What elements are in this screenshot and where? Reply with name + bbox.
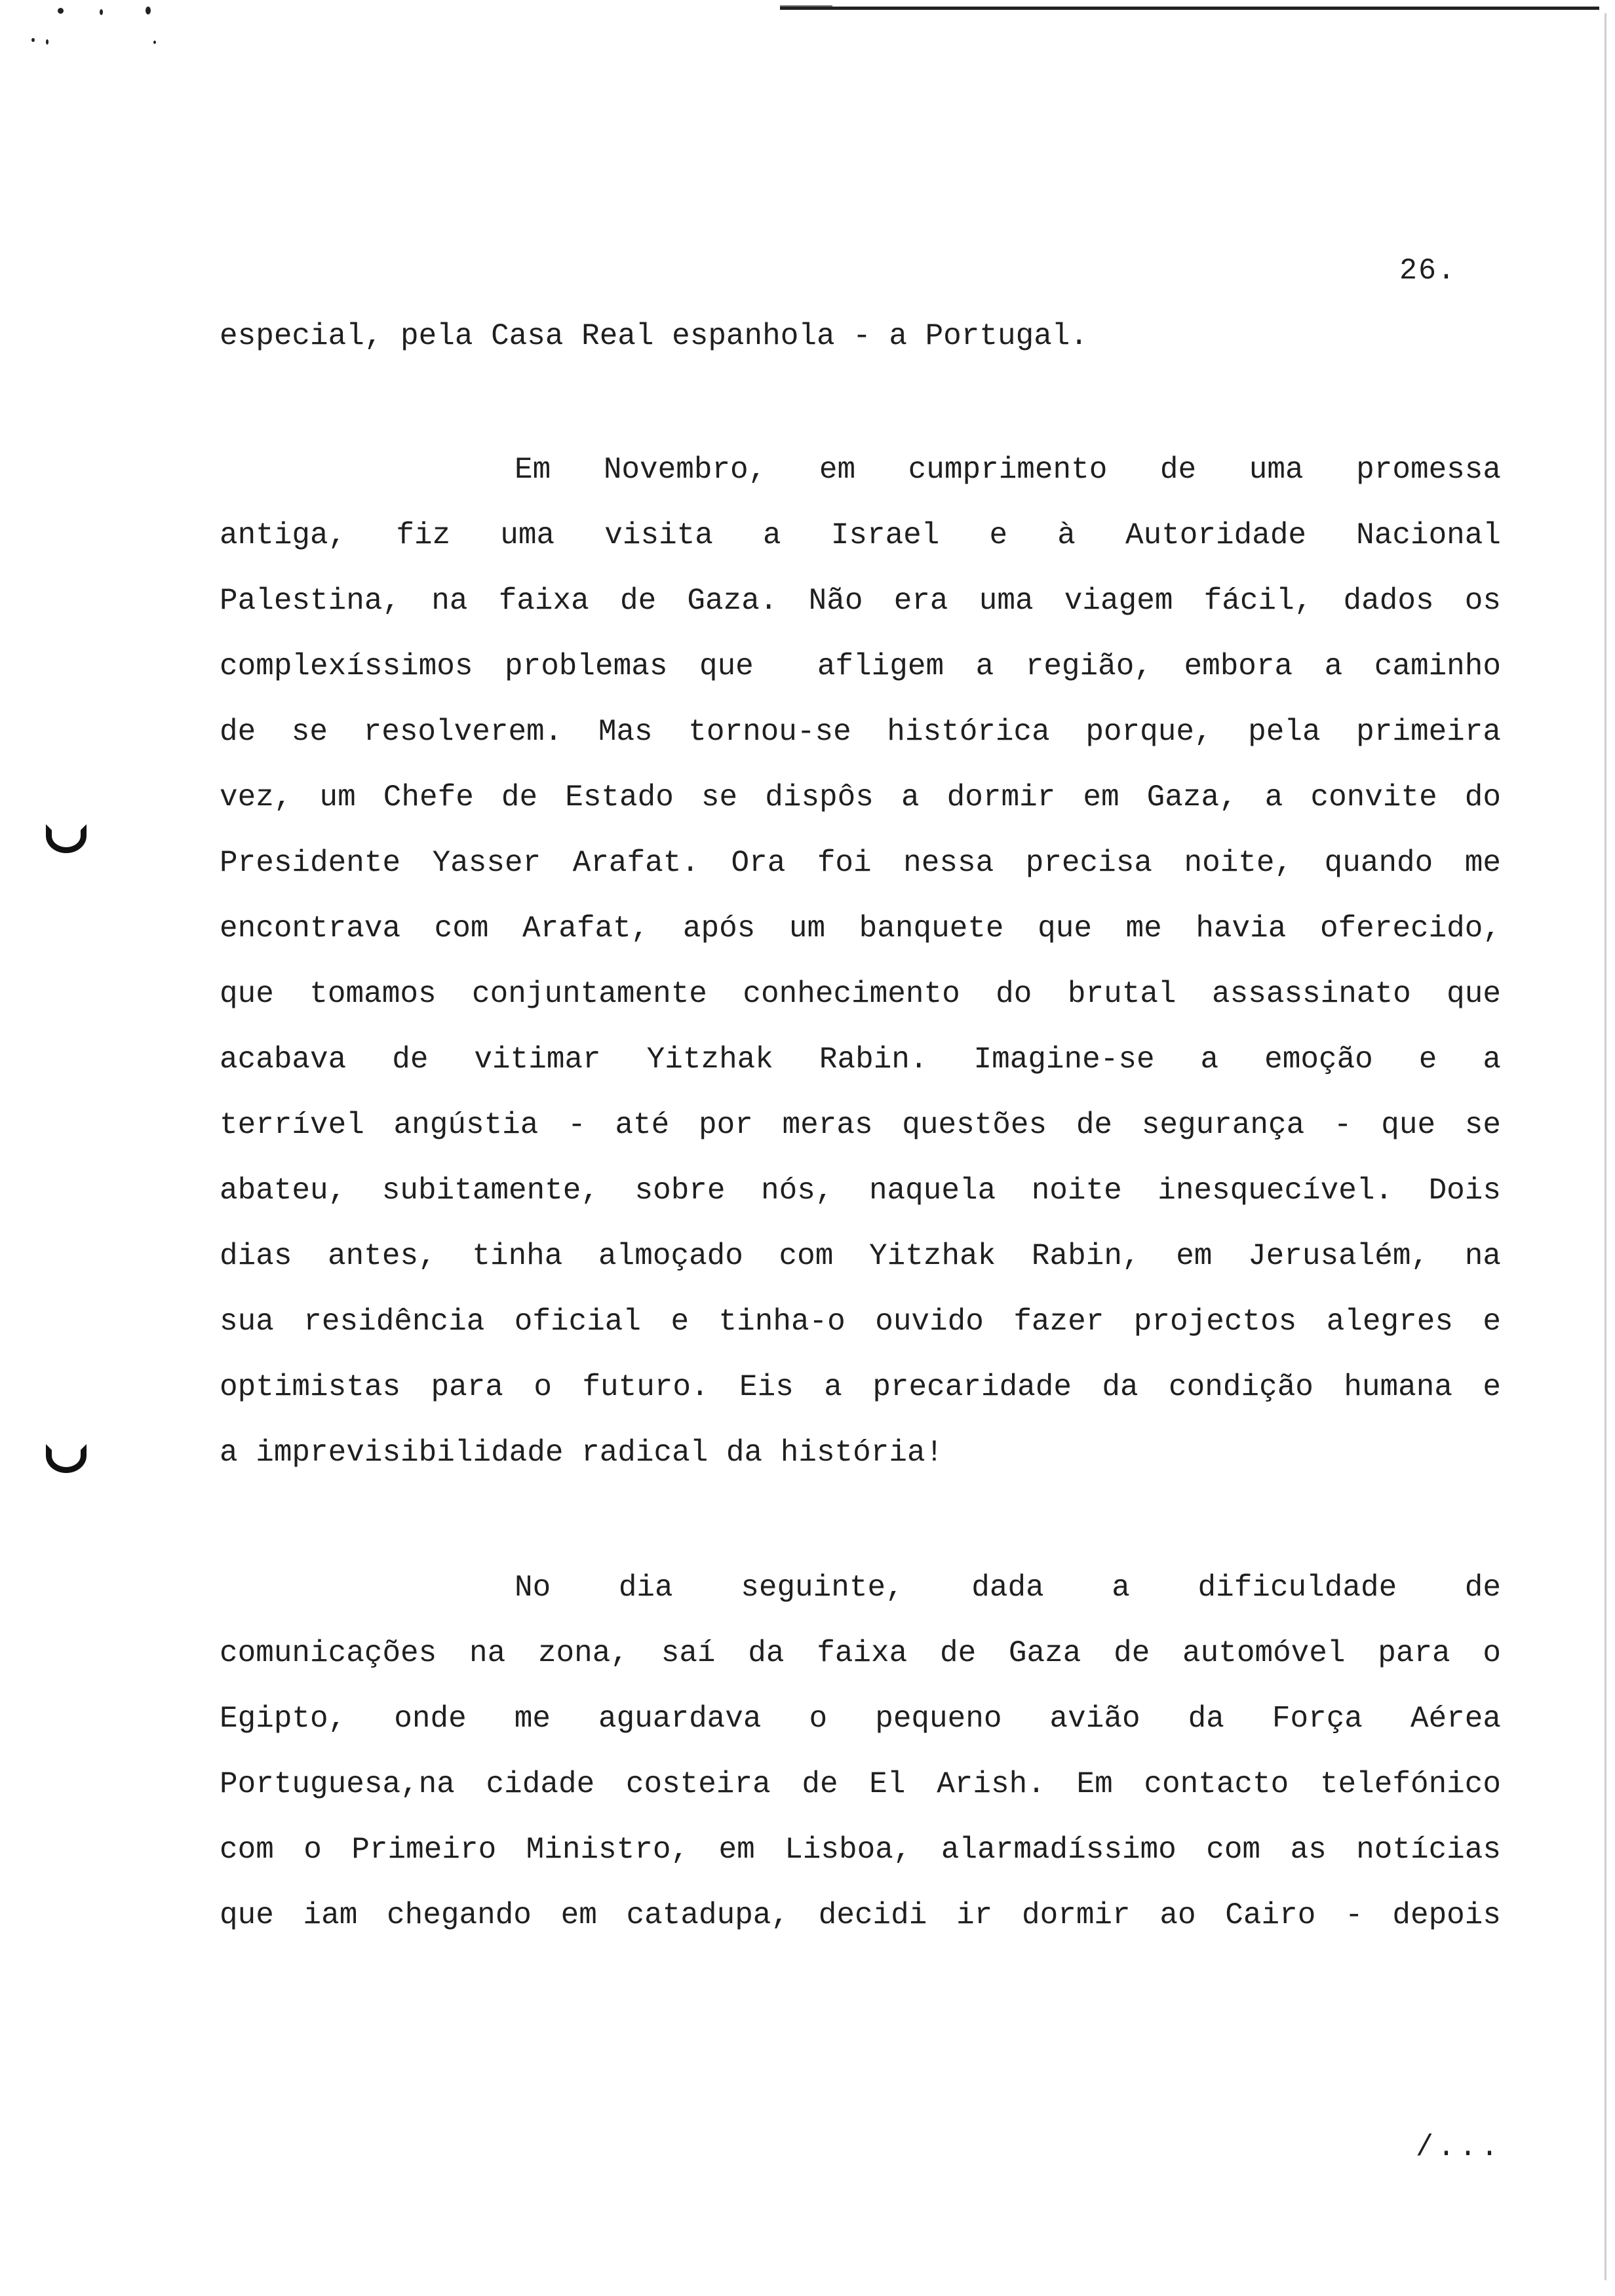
text-line: a imprevisibilidade radical da história! (220, 1436, 944, 1470)
text-line: No dia seguinte, dada a dificuldade de (515, 1571, 1501, 1605)
text-line: especial, pela Casa Real espanhola - a Portugal. (220, 319, 1089, 353)
text-line: vez, um Chefe de Estado se dispôs a dormir em Gaza, a convite do (220, 780, 1501, 814)
text-line: abateu, subitamente, sobre nós, naquela noite inesquecível. Dois (220, 1174, 1501, 1208)
page-number: 26. (1399, 254, 1457, 288)
punch-hole-lower (46, 1444, 87, 1473)
text-line: sua residência oficial e tinha-o ouvido fazer projectos alegres e (220, 1305, 1501, 1339)
text-line: Egipto, onde me aguardava o pequeno avião da Força Aérea (220, 1702, 1501, 1736)
text-line: dias antes, tinha almoçado com Yitzhak Rabin, em Jerusalém, na (220, 1239, 1501, 1273)
scan-right-edge (1605, 13, 1606, 2280)
text-line: antiga, fiz uma visita a Israel e à Autoridade Nacional (220, 518, 1501, 552)
text-line: com o Primeiro Ministro, em Lisboa, alarmadíssimo com as notícias (220, 1833, 1501, 1867)
text-line: que tomamos conjuntamente conhecimento do brutal assassinato que (220, 977, 1501, 1011)
scan-top-rule-faint (780, 5, 832, 7)
text-line: acabava de vitimar Yitzhak Rabin. Imagine-se a emoção e a (220, 1043, 1501, 1077)
text-line: que iam chegando em catadupa, decidi ir dormir ao Cairo - depois (220, 1898, 1501, 1932)
text-line: comunicações na zona, saí da faixa de Gaza de automóvel para o (220, 1636, 1501, 1670)
text-line: optimistas para o futuro. Eis a precaridade da condição humana e (220, 1370, 1501, 1404)
text-line: encontrava com Arafat, após um banquete que me havia oferecido, (220, 911, 1501, 946)
text-line: complexíssimos problemas que afligem a região, embora a caminho (220, 649, 1501, 683)
punch-hole-upper (46, 824, 87, 853)
continuation-mark: /... (1416, 2131, 1503, 2164)
text-line: Palestina, na faixa de Gaza. Não era uma viagem fácil, dados os (220, 584, 1501, 618)
text-line: de se resolverem. Mas tornou-se histórica porque, pela primeira (220, 715, 1501, 749)
text-line: terrível angústia - até por meras questões de segurança - que se (220, 1108, 1501, 1142)
text-line: Em Novembro, em cumprimento de uma promessa (515, 453, 1501, 487)
text-line: Portuguesa,na cidade costeira de El Arish. Em contacto telefónico (220, 1767, 1501, 1801)
scan-top-rule (780, 7, 1599, 10)
text-line: Presidente Yasser Arafat. Ora foi nessa precisa noite, quando me (220, 846, 1501, 880)
